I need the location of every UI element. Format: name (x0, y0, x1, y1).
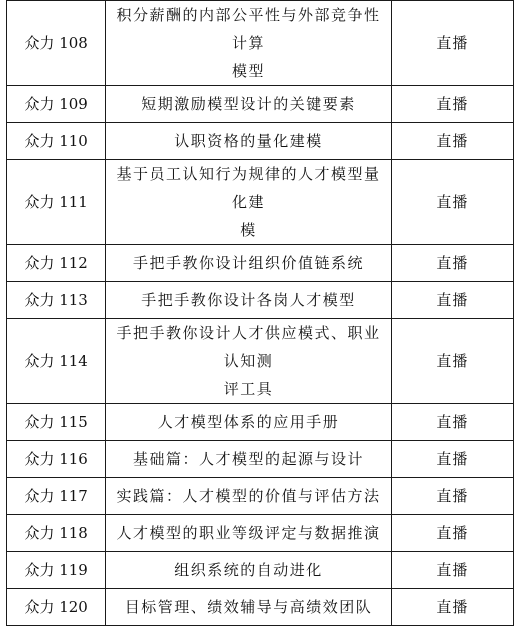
course-id: 众力 120 (7, 589, 106, 626)
course-format: 直播 (391, 245, 513, 282)
course-title-line: 基于员工认知行为规律的人才模型量化建 (116, 165, 381, 211)
course-format: 直播 (391, 319, 513, 404)
course-id: 众力 114 (7, 319, 106, 404)
course-format: 直播 (391, 478, 513, 515)
course-title-line: 短期激励模型设计的关键要素 (141, 95, 356, 113)
course-title-line: 积分薪酬的内部公平性与外部竞争性计算 (116, 6, 381, 52)
course-title-line: 实践篇：人才模型的价值与评估方法 (116, 487, 381, 505)
course-title-line: 组织系统的自动进化 (174, 561, 323, 579)
course-format: 直播 (391, 282, 513, 319)
course-id: 众力 110 (7, 123, 106, 160)
course-title-line: 手把手教你设计组织价值链系统 (132, 254, 364, 272)
course-id: 众力 115 (7, 404, 106, 441)
course-format: 直播 (391, 160, 513, 245)
course-format: 直播 (391, 123, 513, 160)
course-title (106, 245, 391, 282)
course-title (106, 441, 391, 478)
course-id: 众力 109 (7, 86, 106, 123)
table-row (7, 282, 514, 319)
course-table-body (7, 1, 514, 626)
course-title (106, 1, 391, 86)
table-row (7, 245, 514, 282)
table-row (7, 319, 514, 404)
course-title (106, 515, 391, 552)
course-title-line: 手把手教你设计各岗人才模型 (141, 291, 356, 309)
course-id: 众力 119 (7, 552, 106, 589)
course-format: 直播 (391, 404, 513, 441)
course-title-line: 人才模型体系的应用手册 (157, 413, 340, 431)
table-row (7, 478, 514, 515)
course-title-line: 模型 (231, 62, 265, 80)
table-row (7, 552, 514, 589)
course-title (106, 86, 391, 123)
course-id: 众力 113 (7, 282, 106, 319)
course-title (106, 282, 391, 319)
course-id: 众力 108 (7, 1, 106, 86)
course-title (106, 160, 391, 245)
course-title-line: 基础篇：人才模型的起源与设计 (132, 450, 364, 468)
course-title-line: 评工具 (223, 380, 274, 398)
course-format: 直播 (391, 1, 513, 86)
table-row (7, 1, 514, 86)
table-row (7, 515, 514, 552)
course-title-line: 模 (240, 221, 257, 239)
course-id: 众力 117 (7, 478, 106, 515)
table-row (7, 441, 514, 478)
course-id: 众力 112 (7, 245, 106, 282)
course-format: 直播 (391, 589, 513, 626)
table-row (7, 589, 514, 626)
course-title (106, 123, 391, 160)
course-id: 众力 111 (7, 160, 106, 245)
course-title (106, 589, 391, 626)
course-format: 直播 (391, 86, 513, 123)
course-id: 众力 118 (7, 515, 106, 552)
course-title (106, 478, 391, 515)
table-row (7, 86, 514, 123)
course-format: 直播 (391, 552, 513, 589)
course-format: 直播 (391, 515, 513, 552)
course-title-line: 手把手教你设计人才供应模式、职业认知测 (116, 324, 381, 370)
table-row (7, 160, 514, 245)
course-title-line: 认职资格的量化建模 (174, 132, 323, 150)
course-title (106, 552, 391, 589)
course-title (106, 319, 391, 404)
course-title (106, 404, 391, 441)
table-row (7, 123, 514, 160)
course-format: 直播 (391, 441, 513, 478)
course-title-line: 人才模型的职业等级评定与数据推演 (116, 524, 381, 542)
course-id: 众力 116 (7, 441, 106, 478)
course-table (6, 0, 514, 626)
table-row (7, 404, 514, 441)
course-title-line: 目标管理、绩效辅导与高绩效团队 (124, 598, 373, 616)
